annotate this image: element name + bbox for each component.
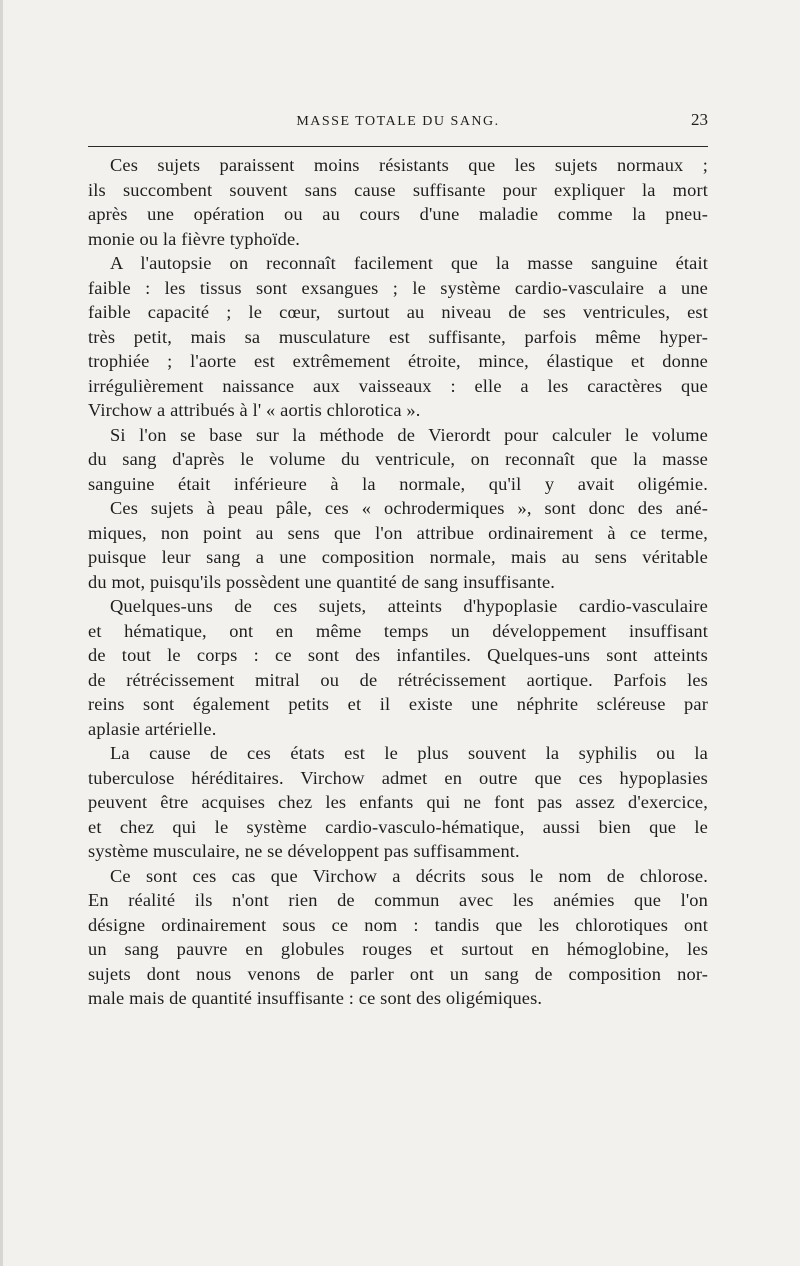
text-line: très petit, mais sa musculature est suffisante, parfois même hyper- bbox=[88, 326, 708, 347]
text-line: faible : les tissus sont exsangues ; le système cardio-vasculaire a une bbox=[88, 277, 708, 298]
text-line: Ce sont ces cas que Virchow a décrits sous le nom de chlorose. bbox=[110, 865, 708, 886]
text-line: Virchow a attribués à l' « aortis chlorotica ». bbox=[88, 400, 421, 420]
text-line: Ces sujets à peau pâle, ces « ochrodermiques », sont donc des ané- bbox=[110, 498, 708, 518]
text-line: sanguine était inférieure à la normale, qu'il y avait oligémie. bbox=[88, 473, 708, 494]
text-line: et chez qui le système cardio-vasculo-hématique, aussi bien que le bbox=[88, 816, 708, 837]
text-line: du sang d'après le volume du ventricule, on reconnaît que la masse bbox=[88, 449, 708, 469]
text-line: Si l'on se base sur la méthode de Vierordt pour calculer le volume bbox=[110, 424, 708, 445]
text-line: tuberculose héréditaires. Virchow admet en outre que ces hypoplasies bbox=[88, 767, 708, 788]
text-line: trophiée ; l'aorte est extrêmement étroite, mince, élastique et donne bbox=[88, 351, 708, 371]
text-line: un sang pauvre en globules rouges et surtout en hémoglobine, les bbox=[88, 939, 708, 959]
text-line: de rétrécissement mitral ou de rétrécissement aortique. Parfois les bbox=[88, 669, 708, 690]
text-line: monie ou la fièvre typhoïde. bbox=[88, 228, 301, 249]
text-line: puisque leur sang a une composition normale, mais au sens véritable bbox=[88, 547, 708, 567]
text-line: ils succombent souvent sans cause suffisante pour expliquer la mort bbox=[88, 179, 708, 200]
text-line: reins sont également petits et il existe une néphrite scléreuse par bbox=[88, 694, 708, 714]
header-rule bbox=[88, 146, 708, 147]
text-line: Ces sujets paraissent moins résistants que les sujets normaux ; bbox=[110, 155, 708, 175]
text-line: male mais de quantité insuffisante : ce sont des oligémiques. bbox=[88, 988, 543, 1008]
text-line: après une opération ou au cours d'une maladie comme la pneu- bbox=[88, 204, 708, 224]
running-head bbox=[88, 96, 708, 136]
text-line: faible capacité ; le cœur, surtout au niveau de ses ventricules, est bbox=[88, 302, 708, 322]
text-line: et hématique, ont en même temps un développement insuffisant bbox=[88, 620, 708, 641]
text-line: désigne ordinairement sous ce nom : tandis que les chlorotiques ont bbox=[88, 914, 708, 935]
page-body bbox=[88, 153, 708, 1011]
text-line: irrégulièrement naissance aux vaisseaux : elle a les caractères que bbox=[88, 375, 708, 396]
text-line: de tout le corps : ce sont des infantiles. Quelques-uns sont atteints bbox=[88, 645, 708, 665]
page-number: 23 bbox=[691, 110, 708, 129]
text-line: La cause de ces états est le plus souvent la syphilis ou la bbox=[110, 743, 708, 763]
text-line: du mot, puisqu'ils possèdent une quantité de sang insuffisante. bbox=[88, 571, 556, 592]
text-line: A l'autopsie on reconnaît facilement que la masse sanguine était bbox=[110, 253, 708, 273]
text-line: peuvent être acquises chez les enfants qui ne font pas assez d'exercice, bbox=[88, 792, 708, 812]
text-line: Quelques-uns de ces sujets, atteints d'hypoplasie cardio-vasculaire bbox=[110, 596, 708, 616]
running-title: MASSE TOTALE DU SANG. bbox=[296, 114, 500, 129]
text-line: sujets dont nous venons de parler ont un sang de composition nor- bbox=[88, 963, 708, 984]
text-line: miques, non point au sens que l'on attribue ordinairement à ce terme, bbox=[88, 522, 708, 543]
text-line: En réalité ils n'ont rien de commun avec les anémies que l'on bbox=[88, 890, 708, 910]
text-line: aplasie artérielle. bbox=[88, 718, 217, 739]
page-edge bbox=[0, 0, 3, 1266]
text-line: système musculaire, ne se développent pas suffisamment. bbox=[88, 841, 520, 861]
